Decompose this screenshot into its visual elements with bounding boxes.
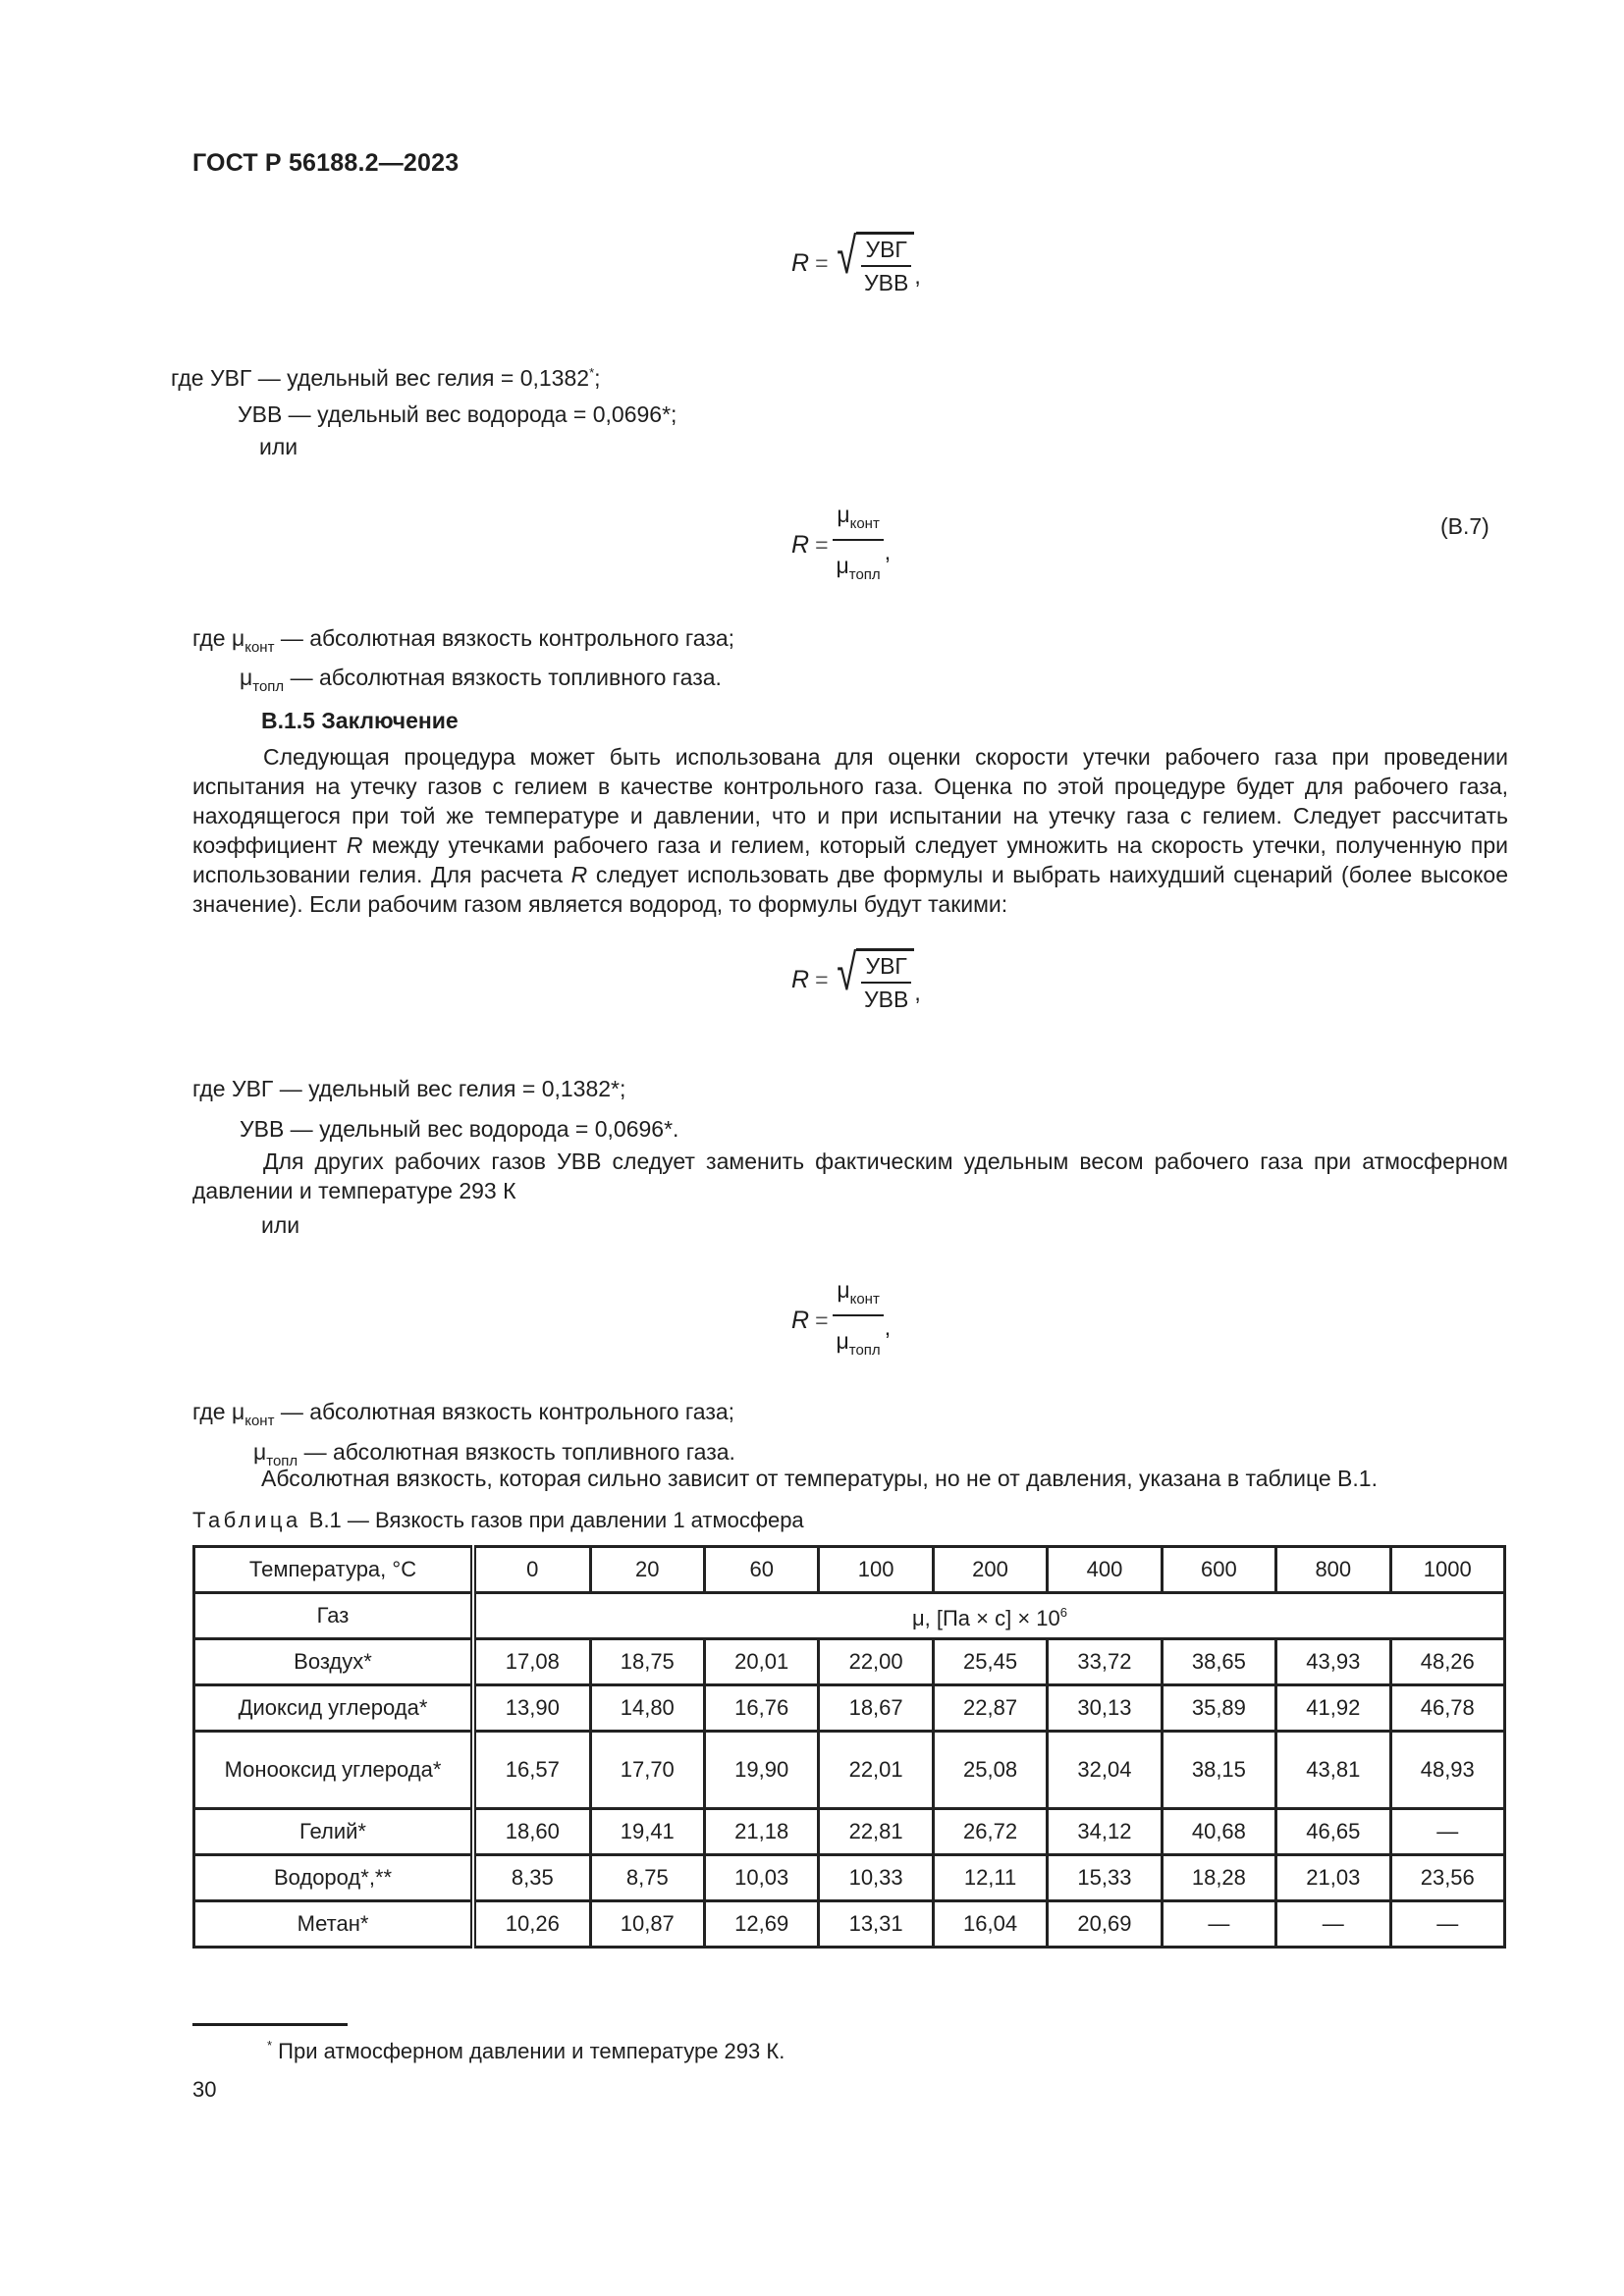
variable-R: R <box>570 862 588 887</box>
formula-trail: , <box>884 1314 892 1340</box>
table-cell: 46,78 <box>1390 1685 1504 1732</box>
formula-numerator <box>833 1278 884 1316</box>
table-cell: 22,01 <box>819 1732 933 1809</box>
table-cell: 18,28 <box>1162 1855 1275 1901</box>
formula-sqrt-ratio-2 <box>791 944 921 1012</box>
formula-eq: = <box>815 532 829 558</box>
formula-numerator: УВГ <box>861 237 910 267</box>
table-cell: 43,93 <box>1276 1639 1390 1685</box>
table-header-row <box>194 1547 1505 1593</box>
conclusion-paragraph <box>192 742 1508 919</box>
where-line-2: УВВ — удельный вес водорода = 0,0696*. <box>240 1116 679 1142</box>
table-row <box>194 1639 1505 1685</box>
table-cell: 25,08 <box>933 1732 1047 1809</box>
table-row <box>194 1809 1505 1855</box>
table-cell: 34,12 <box>1048 1809 1162 1855</box>
formula-trail: , <box>914 980 921 1005</box>
gas-name-cell: Воздух* <box>194 1639 474 1685</box>
table-cell: 22,81 <box>819 1809 933 1855</box>
table-cell: 17,08 <box>473 1639 590 1685</box>
table-cell: 32,04 <box>1048 1732 1162 1809</box>
equation-number: (В.7) <box>1440 513 1489 539</box>
where-prefix: где УВГ — <box>171 365 281 391</box>
unit-cell <box>473 1593 1505 1639</box>
formula-lhs: R <box>791 1307 810 1334</box>
formula-eq: = <box>815 967 829 992</box>
subscript: конт <box>849 515 880 532</box>
formula-eq: = <box>815 1308 829 1333</box>
where-text: — абсолютная вязкость контрольного газа; <box>274 625 735 651</box>
table-cell: 30,13 <box>1048 1685 1162 1732</box>
header-cell: 100 <box>819 1547 933 1593</box>
table-row <box>194 1901 1505 1948</box>
unit-exponent: 6 <box>1059 1605 1068 1620</box>
table-cell: 10,26 <box>473 1901 590 1948</box>
viscosity-note: Абсолютная вязкость, которая сильно зависит от температуры, но не от давления, указана в таблице В.1. <box>261 1466 1378 1491</box>
where-line-1 <box>171 359 601 392</box>
formula-denominator: УВВ <box>864 987 909 1012</box>
where-prefix: УВВ — <box>238 401 311 427</box>
gas-name-cell: Диоксид углерода* <box>194 1685 474 1732</box>
mu-symbol: μ <box>253 1439 267 1465</box>
paragraph-text: Для других рабочих газов УВВ следует заменить фактическим удельным весом рабочего газа при атмосферном давлении и температуре 293 К <box>192 1148 1508 1203</box>
viscosity-table <box>192 1545 1506 1949</box>
formula-viscosity-ratio-2 <box>791 1278 891 1363</box>
or-text: или <box>259 434 298 459</box>
mu-symbol: μ <box>836 553 849 578</box>
table-cell: 10,03 <box>704 1855 818 1901</box>
where-text: — абсолютная вязкость топливного газа. <box>298 1439 735 1465</box>
where-line-1: где УВГ — удельный вес гелия = 0,1382*; <box>192 1076 626 1101</box>
gas-name-cell: Монооксид углерода* <box>194 1732 474 1809</box>
formula-eq: = <box>815 250 829 276</box>
table-caption-label: Таблица <box>192 1508 301 1532</box>
mu-symbol: μ <box>837 1277 850 1303</box>
formula-denominator <box>833 1316 885 1363</box>
footnote-mark: * <box>589 365 595 380</box>
table-cell: 13,90 <box>473 1685 590 1732</box>
table-cell: 19,41 <box>590 1809 704 1855</box>
table-cell: 40,68 <box>1162 1809 1275 1855</box>
formula-denominator: УВВ <box>864 270 909 295</box>
table-cell: 8,75 <box>590 1855 704 1901</box>
subscript: топл <box>266 1453 298 1469</box>
table-cell: 16,76 <box>704 1685 818 1732</box>
table-cell: 12,11 <box>933 1855 1047 1901</box>
table-cell: 25,45 <box>933 1639 1047 1685</box>
table-caption-text: В.1 — Вязкость газов при давлении 1 атмосфера <box>308 1508 804 1532</box>
variable-R: R <box>346 832 363 858</box>
mu-symbol: μ <box>836 1328 849 1354</box>
formula-trail: , <box>884 539 892 564</box>
table-cell: 43,81 <box>1276 1732 1390 1809</box>
table-cell: 21,18 <box>704 1809 818 1855</box>
table-cell: 16,04 <box>933 1901 1047 1948</box>
mu-symbol: μ <box>231 625 245 651</box>
table-cell: 15,33 <box>1048 1855 1162 1901</box>
table-cell: 38,65 <box>1162 1639 1275 1685</box>
formula-sqrt-ratio-1 <box>791 228 921 295</box>
formula-lhs: R <box>791 249 810 277</box>
formula-numerator <box>833 503 884 541</box>
formula-lhs: R <box>791 966 810 993</box>
subscript: топл <box>848 1342 881 1359</box>
formula-numerator: УВГ <box>861 953 910 984</box>
header-cell: 60 <box>704 1547 818 1593</box>
mu-symbol: μ <box>837 502 850 527</box>
header-cell: 400 <box>1048 1547 1162 1593</box>
footnote-divider <box>192 2023 348 2026</box>
table-cell: 41,92 <box>1276 1685 1390 1732</box>
table-cell: — <box>1162 1901 1275 1948</box>
where-text: удельный вес гелия = 0,1382 <box>280 365 590 391</box>
header-cell: 800 <box>1276 1547 1390 1593</box>
footnote-mark: * <box>267 2038 273 2053</box>
table-cell: 16,57 <box>473 1732 590 1809</box>
table-cell: 46,65 <box>1276 1809 1390 1855</box>
gas-name-cell: Водород*,** <box>194 1855 474 1901</box>
header-cell: 200 <box>933 1547 1047 1593</box>
header-cell: 20 <box>590 1547 704 1593</box>
table-row <box>194 1685 1505 1732</box>
unit-text: μ, [Па × с] × 10 <box>911 1606 1060 1630</box>
table-unit-row <box>194 1593 1505 1639</box>
table-cell: 10,87 <box>590 1901 704 1948</box>
sqrt-icon: √ $\frac{\text{УВГ}}{\text{УВВ}}$ <box>833 232 915 295</box>
table-cell: 23,56 <box>1390 1855 1504 1901</box>
or-text: или <box>261 1212 300 1238</box>
subscript: конт <box>244 1413 275 1429</box>
table-cell: 18,67 <box>819 1685 933 1732</box>
subscript: конт <box>244 639 275 656</box>
subscript: топл <box>848 566 881 583</box>
where-prefix: где <box>192 1399 232 1424</box>
table-row <box>194 1855 1505 1901</box>
header-cell: Температура, °С <box>194 1547 474 1593</box>
table-cell: — <box>1390 1901 1504 1948</box>
subscript: топл <box>252 678 285 695</box>
header-cell: 0 <box>473 1547 590 1593</box>
table-cell: 22,87 <box>933 1685 1047 1732</box>
table-cell: 35,89 <box>1162 1685 1275 1732</box>
paragraph-text: между утечками рабочего газа и гелием, который следует умножить на скорость утечки, полученную при использовании гелия. Для расчета <box>192 832 1508 887</box>
table-cell: — <box>1276 1901 1390 1948</box>
table-caption <box>192 1508 804 1533</box>
gas-name-cell: Гелий* <box>194 1809 474 1855</box>
table-row <box>194 1732 1505 1809</box>
section-heading: В.1.5 Заключение <box>261 708 459 733</box>
footnote <box>267 2038 785 2064</box>
paragraph-text: Следующая процедура может быть использована для оценки скорости утечки рабочего газа при проведении испытания на утечку газов с гелием в качестве контрольного газа. Оценка по этой процедуре будет для рабочего газа, находящегося при той же температуре и давлении, что и при испытании на утечку газа с гелием. Следует рассчитать коэффициент <box>192 744 1508 858</box>
other-gases-paragraph <box>192 1147 1508 1205</box>
table-cell: 48,93 <box>1390 1732 1504 1809</box>
where-text: — абсолютная вязкость топливного газа. <box>284 665 722 690</box>
where-line-2 <box>240 664 722 701</box>
formula-viscosity-ratio-1 <box>791 503 891 588</box>
where-end: ; <box>594 365 601 391</box>
where-line-1 <box>192 1398 734 1435</box>
formula-lhs: R <box>791 531 810 559</box>
table-cell: 19,90 <box>704 1732 818 1809</box>
table-cell: 14,80 <box>590 1685 704 1732</box>
where-text: — абсолютная вязкость контрольного газа; <box>274 1399 735 1424</box>
table-cell: 48,26 <box>1390 1639 1504 1685</box>
gas-name-cell: Метан* <box>194 1901 474 1948</box>
header-cell: 1000 <box>1390 1547 1504 1593</box>
footnote-text: При атмосферном давлении и температуре 293 К. <box>272 2039 785 2063</box>
where-text: удельный вес водорода = 0,0696*; <box>310 401 677 427</box>
mu-symbol: μ <box>240 665 253 690</box>
formula-denominator <box>833 541 885 588</box>
table-cell: 12,69 <box>704 1901 818 1948</box>
mu-symbol: μ <box>231 1399 245 1424</box>
table-cell: 13,31 <box>819 1901 933 1948</box>
table-cell: 33,72 <box>1048 1639 1162 1685</box>
table-cell: 18,75 <box>590 1639 704 1685</box>
sqrt-icon: √ $\frac{\text{УВГ}}{\text{УВВ}}$ <box>833 948 915 1012</box>
page-number: 30 <box>192 2077 217 2102</box>
where-prefix: где <box>192 625 232 651</box>
table-cell: 26,72 <box>933 1809 1047 1855</box>
subscript: конт <box>849 1291 880 1308</box>
table-cell: 10,33 <box>819 1855 933 1901</box>
paragraph-text: следует использовать две формулы и выбрать наихудший сценарий (более высокое значение). Если рабочим газом является водород, то формулы будут такими: <box>192 862 1508 917</box>
table-cell: 20,69 <box>1048 1901 1162 1948</box>
where-line-2 <box>238 400 677 428</box>
table-cell: 17,70 <box>590 1732 704 1809</box>
table-cell: 18,60 <box>473 1809 590 1855</box>
table-cell: 22,00 <box>819 1639 933 1685</box>
formula-trail: , <box>914 263 921 289</box>
gas-label-cell: Газ <box>194 1593 474 1639</box>
table-cell: 8,35 <box>473 1855 590 1901</box>
table-cell: — <box>1390 1809 1504 1855</box>
document-header: ГОСТ Р 56188.2—2023 <box>192 149 460 177</box>
header-cell: 600 <box>1162 1547 1275 1593</box>
table-cell: 21,03 <box>1276 1855 1390 1901</box>
table-cell: 20,01 <box>704 1639 818 1685</box>
table-cell: 38,15 <box>1162 1732 1275 1809</box>
where-line-1 <box>192 624 734 662</box>
